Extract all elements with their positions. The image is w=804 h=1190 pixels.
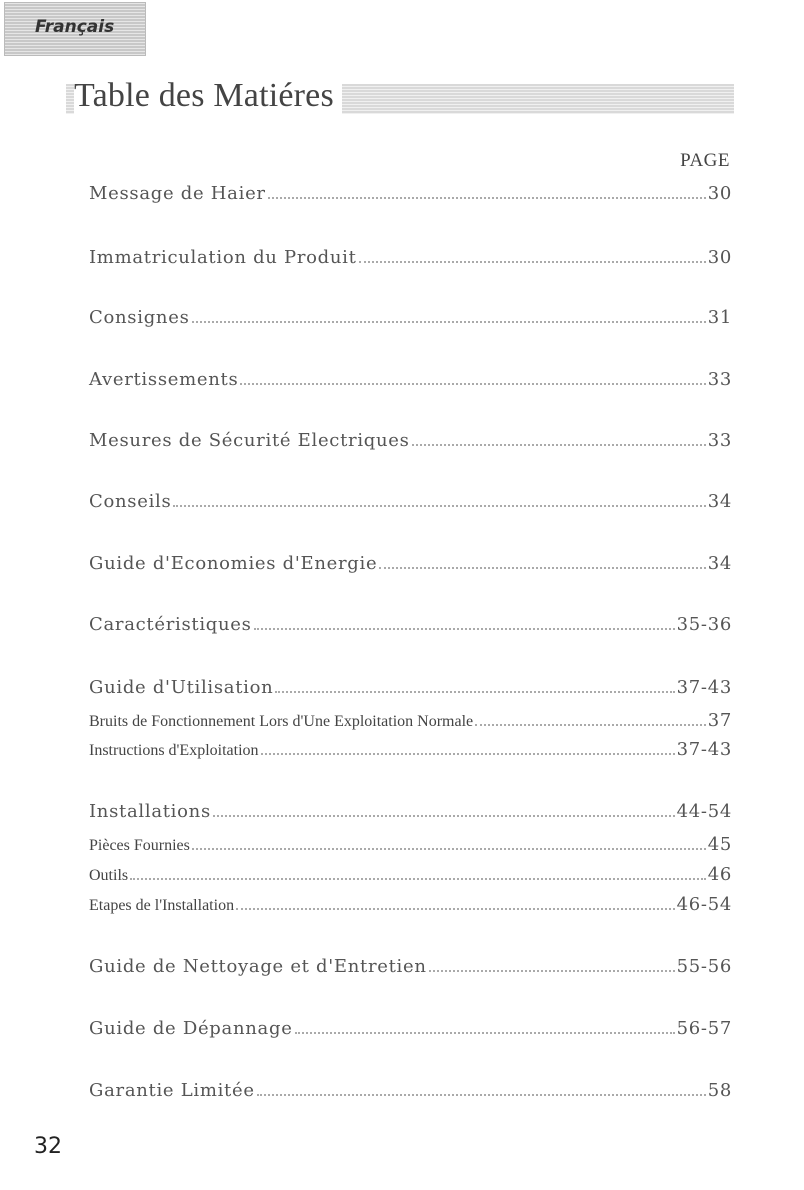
- toc-entry-page: 31: [707, 307, 732, 328]
- dot-leader: [268, 197, 706, 199]
- toc-entry-title: Etapes de l'Installation: [89, 897, 235, 914]
- toc-entry: [89, 491, 732, 512]
- toc-entry-page: 33: [707, 430, 732, 451]
- toc-entry-title: Installations: [89, 801, 211, 822]
- dot-leader: [240, 383, 705, 385]
- dot-leader: [379, 567, 705, 569]
- toc-entry: [89, 677, 732, 698]
- toc-entry-page: 34: [707, 491, 732, 512]
- toc-entry: [89, 801, 732, 822]
- toc-entry-page: 44-54: [676, 801, 732, 822]
- dot-leader: [261, 753, 675, 755]
- language-tab: [4, 2, 146, 56]
- toc-entry-title: Consignes: [89, 307, 190, 328]
- toc-entry-title: Immatriculation du Produit: [89, 247, 357, 268]
- toc-entry-page: 46: [707, 864, 732, 885]
- dot-leader: [429, 970, 675, 972]
- toc-subentry: [89, 739, 732, 760]
- toc-entry-page: 37: [707, 710, 732, 731]
- toc-entry: [89, 1080, 732, 1101]
- toc-subentry: [89, 894, 732, 915]
- toc-subentry: [89, 834, 732, 855]
- dot-leader: [475, 724, 706, 726]
- toc-entry-title: Guide d'Utilisation: [89, 677, 274, 698]
- dot-leader: [130, 878, 706, 880]
- toc-entry-title: Outils: [89, 867, 129, 884]
- dot-leader: [213, 815, 675, 817]
- dot-leader: [173, 505, 705, 507]
- toc-entry: [89, 369, 732, 390]
- toc-entry: [89, 614, 732, 635]
- toc-entry-page: 37-43: [676, 739, 732, 760]
- toc-entry-page: 45: [707, 834, 732, 855]
- dot-leader: [236, 908, 675, 910]
- toc-entry-title: Mesures de Sécurité Electriques: [89, 430, 410, 451]
- toc-entry: [89, 956, 732, 977]
- toc-entry-title: Message de Haier: [89, 183, 266, 204]
- toc-entry-page: 35-36: [676, 614, 732, 635]
- toc-entry-title: Caractéristiques: [89, 614, 252, 635]
- dot-leader: [192, 848, 706, 850]
- toc-subentry: [89, 864, 732, 885]
- toc-entry-title: Avertissements: [89, 369, 239, 390]
- toc-entry: [89, 183, 732, 204]
- dot-leader: [412, 444, 706, 446]
- toc-entry: [89, 1018, 732, 1039]
- page-title: Table des Matiéres: [74, 76, 342, 116]
- toc-entry: [89, 247, 732, 268]
- toc-entry-page: 46-54: [676, 894, 732, 915]
- language-label: Français: [35, 17, 115, 37]
- dot-leader: [295, 1032, 675, 1034]
- toc-entry: [89, 430, 732, 451]
- toc-entry-page: 33: [707, 369, 732, 390]
- page-column-header: PAGE: [680, 150, 730, 171]
- toc-entry-title: Conseils: [89, 491, 172, 512]
- toc-entry-title: Bruits de Fonctionnement Lors d'Une Exploitation Normale: [89, 713, 474, 730]
- dot-leader: [275, 691, 674, 693]
- toc-entry-title: Instructions d'Exploitation: [89, 742, 259, 759]
- dot-leader: [257, 1094, 706, 1096]
- toc-entry-page: 56-57: [676, 1018, 732, 1039]
- toc-subentry: [89, 710, 732, 731]
- toc-entry-title: Guide de Dépannage: [89, 1018, 293, 1039]
- toc-entry-page: 55-56: [676, 956, 732, 977]
- toc-entry-title: Guide d'Economies d'Energie: [89, 553, 378, 574]
- toc-entry-title: Pièces Fournies: [89, 837, 190, 854]
- dot-leader: [192, 321, 706, 323]
- dot-leader: [359, 261, 706, 263]
- toc-entry-page: 30: [707, 183, 732, 204]
- toc-entry-page: 30: [707, 247, 732, 268]
- toc-entry-page: 58: [707, 1080, 732, 1101]
- toc-entry-title: Garantie Limitée: [89, 1080, 255, 1101]
- toc-entry: [89, 307, 732, 328]
- toc-entry-title: Guide de Nettoyage et d'Entretien: [89, 956, 427, 977]
- toc-entry: [89, 553, 732, 574]
- toc-entry-page: 37-43: [676, 677, 732, 698]
- toc-entry-page: 34: [707, 553, 732, 574]
- dot-leader: [254, 628, 675, 630]
- page-number: 32: [34, 1134, 62, 1159]
